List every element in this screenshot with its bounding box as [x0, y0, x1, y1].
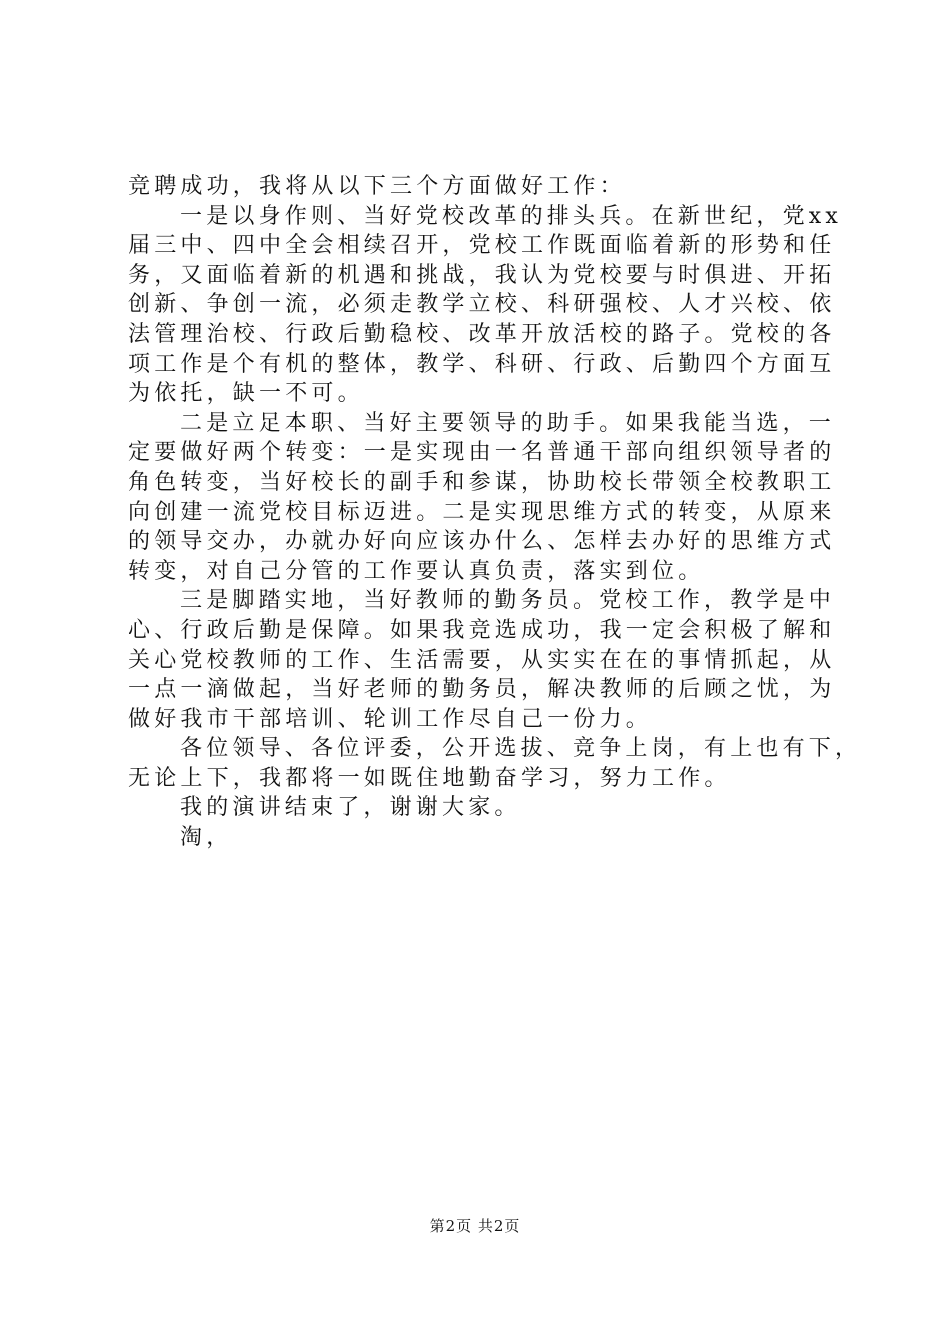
text-line: 角色转变，当好校长的副手和参谋，协助校长带领全校教职工	[128, 469, 836, 495]
text-line: 项工作是个有机的整体，教学、科研、行政、后勤四个方面互	[128, 351, 836, 377]
text-line: 做好我市干部培训、轮训工作尽自己一份力。	[128, 706, 653, 732]
document-body	[128, 172, 862, 853]
text-line: 我的演讲结束了，谢谢大家。	[180, 795, 521, 821]
text-line: 法管理治校、行政后勤稳校、改革开放活校的路子。党校的各	[128, 321, 836, 347]
text-line: 三是脚踏实地，当好教师的勤务员。党校工作，教学是中	[180, 588, 836, 614]
text-line: 转变，对自己分管的工作要认真负责，落实到位。	[128, 558, 705, 584]
text-line: 各位领导、各位评委，公开选拔、竞争上岗，有上也有下，	[180, 736, 862, 762]
text-line: 淘，	[180, 825, 233, 851]
text-line: 无论上下，我都将一如既住地勤奋学习，努力工作。	[128, 765, 731, 791]
text-line: 向创建一流党校目标迈进。二是实现思维方式的转变，从原来	[128, 499, 836, 525]
text-line: 为依托，缺一不可。	[128, 381, 364, 407]
page-number-footer: 第2页 共2页	[429, 1217, 521, 1235]
text-line: 一点一滴做起，当好老师的勤务员，解决教师的后顾之忧，为	[128, 677, 836, 703]
text-line: 二是立足本职、当好主要领导的助手。如果我能当选，一	[180, 410, 836, 436]
text-line: 定要做好两个转变：一是实现由一名普通干部向组织领导者的	[128, 440, 836, 466]
text-line: 创新、争创一流，必须走教学立校、科研强校、人才兴校、依	[128, 292, 836, 318]
text-line: 关心党校教师的工作、生活需要，从实实在在的事情抓起，从	[128, 647, 836, 673]
text-line: 届三中、四中全会相续召开，党校工作既面临着新的形势和任	[128, 233, 836, 259]
text-line: 的领导交办，办就办好向应该办什么、怎样去办好的思维方式	[128, 529, 836, 555]
text-line: 心、行政后勤是保障。如果我竞选成功，我一定会积极了解和	[128, 617, 836, 643]
text-line: 竞聘成功，我将从以下三个方面做好工作：	[128, 174, 626, 199]
text-line: 一是以身作则、当好党校改革的排头兵。在新世纪，党xx	[180, 203, 843, 229]
text-line: 务，又面临着新的机遇和挑战，我认为党校要与时俱进、开拓	[128, 262, 836, 288]
